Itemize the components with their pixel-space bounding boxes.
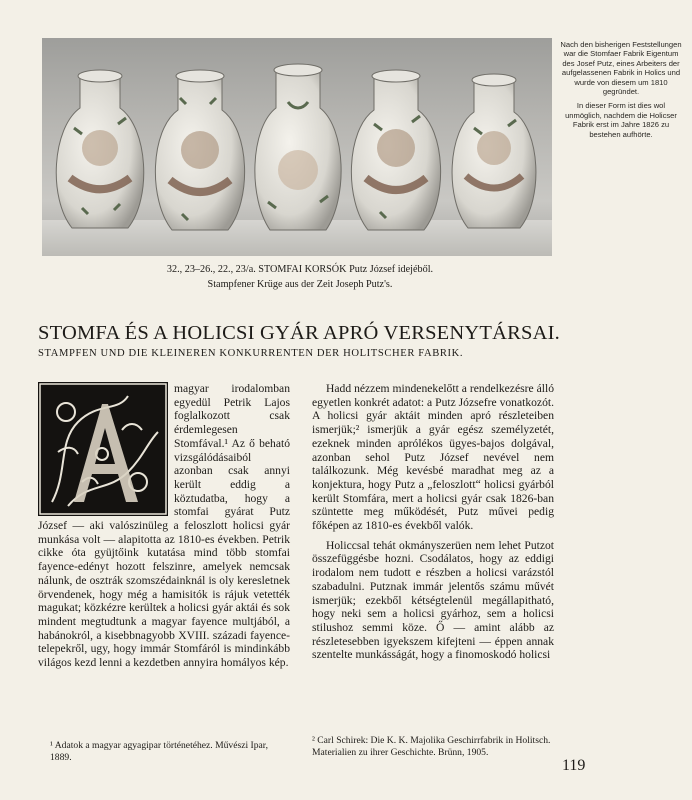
left-column [38,382,290,670]
jug-1 [56,70,144,228]
jugs-illustration [42,38,552,256]
caption-line-hungarian: 32., 23–26., 22., 23/a. STOMFAI KORSÓK Putz József idejéből. [166,264,434,275]
jugs-photograph [42,38,552,256]
jug-2 [155,70,244,230]
side-note-para-1: Nach den bisherigen Feststellungen war die Stomfaer Fabrik Eigentum des Josef Putz, eines Arbeiters der aufgelassenen Fabrik in Holics und wurde von diesem um 1810 gegründet. [560,40,682,97]
jug-3 [255,64,341,230]
decorative-initial-a [38,382,168,516]
footnote-2: ² Carl Schirek: Die K. K. Majolika Geschirrfabrik in Holitsch. Materialien zu ihrer Geschichte. Brünn, 1905. [312,735,551,758]
right-column [312,382,554,662]
right-paragraph-2: Holiccsal tehát okmányszerüen nem lehet Putzot összefüggésbe hozni. Csodálatos, hogy az eddigi irodalom nem tudott e részben a holicsi varázstól szabadulni. Putznak immár jelentős számu művét ismerjük; ezekből kétségtelenül megállapitható, hogy neki sem a holicsi gyárhoz, sem a holicsi stilushoz semmi köze. Ő — amint alább az részletesebben igyekszem kifejteni — éppen annak szentelte munkásságát, hogy a finomoskodó holicsi [312,538,554,662]
side-note [560,40,682,144]
photo-caption [80,262,520,292]
caption-line-german: Stampfener Krüge aus der Zeit Joseph Putz's. [207,279,393,290]
right-paragraph-1: Hadd nézzem mindenekelőtt a rendelkezésre álló egyetlen konkrét adatot: a Putz Józsefre vonatkozót. A holicsi gyár aktáit minden apró részleteiben ismerjük;² ismerjük a gyár egész személyzetét, ezeknek minden aprólékos ügyes-bajos dolgával, azonban sehol Putz József nevével nem találkozunk. Még kevésbé maradhat meg az a konjektura, hogy Putz a „feloszlott“ holicsi gyárból került Stomfára, mert a holicsi gyár csak 1826-ban szüntette meg működését, Putz művei pedig főképen az 1810-es évekből valók. [312,382,554,533]
section-title: STOMFA ÉS A HOLICSI GYÁR APRÓ VERSENYTÁRSAI. [38,322,560,344]
section-subtitle: STAMPFEN UND DIE KLEINEREN KONKURRENTEN DER HOLITSCHER FABRIK. [38,348,464,359]
jug-4 [351,70,440,230]
footnote-1: ¹ Adatok a magyar agyagipar történetéhez. Művészi Ipar, 1889. [50,740,268,763]
jug-5 [452,74,536,228]
page-number: 119 [562,757,586,774]
side-note-para-2: In dieser Form ist dies wol unmöglich, nachdem die Holicser Fabrik erst im Jahre 1826 zu bestehen aufhörte. [565,101,677,139]
left-column-text: magyar irodalomban egyedül Petrik Lajos foglalkozott csak érdemlegesen Stomfával.¹ Az ő beható vizsgálódásaiból azonban csak annyi került eddig a köztudatba, hogy a stomfai gyárat Putz József — aki valószinüleg a feloszlott holicsi gyár munkása volt — alapitotta az 1810-es években. Petrik cikke óta gyüjtőink kutatása mind több stomfai fayence-edényt hozott felszinre, amelyek nemcsak nálunk, de osztrák szomszédainknál is oly keresletnek örvendenek, hogy még a hamisitók is rájuk vetették magukat; közkézre kerültek a holicsi gyár aktái és sok mindent megtudtunk a magyar fayence multjából, a habánokról, a kisebbnagyobb XVIII. századi fayence-telepekről, ugy, hogy immár Stomfáról is mindinkább világos kezd lenni a kezdetben annyira homályos kép. [38,382,290,670]
